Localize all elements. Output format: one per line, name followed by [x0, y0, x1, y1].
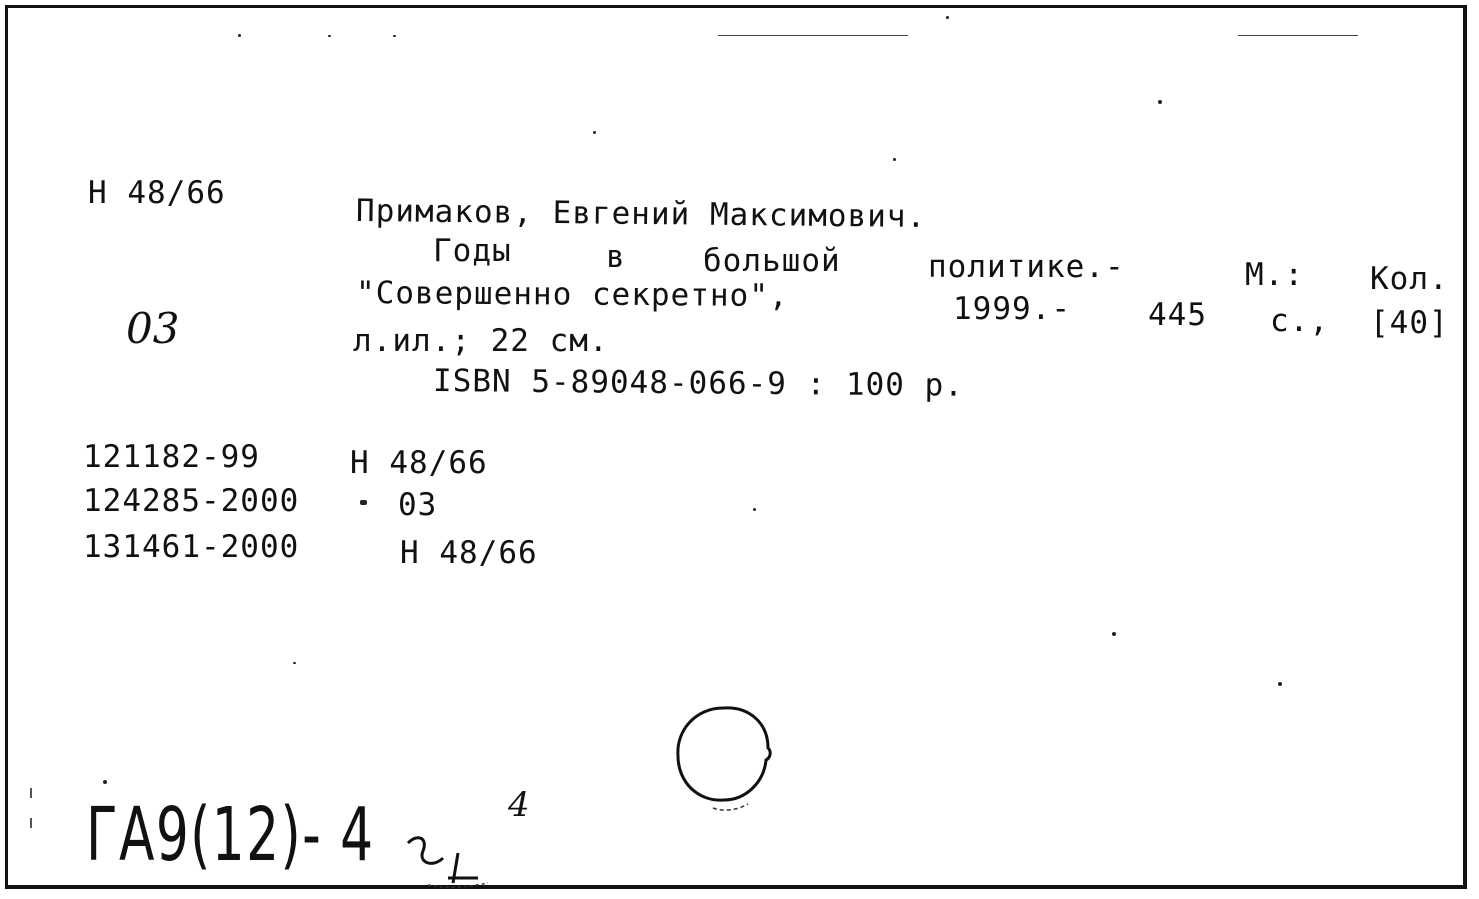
- speck: [238, 34, 241, 37]
- speck: [1158, 100, 1162, 104]
- title-word: политике.-: [928, 249, 1125, 285]
- plates-text: [40]: [1370, 305, 1449, 341]
- speck: [1112, 632, 1116, 636]
- pages-unit-text: с.,: [1270, 303, 1329, 339]
- physical-description: л.ил.; 22 см.: [353, 323, 609, 359]
- bullet-mark: [360, 500, 367, 505]
- title-word: Годы: [433, 233, 512, 269]
- speck: [593, 131, 596, 134]
- edge-mark: [30, 788, 32, 798]
- pages-text: 445: [1148, 297, 1207, 333]
- holding-number: 124285-2000: [83, 483, 300, 519]
- speck: [393, 35, 396, 37]
- speck: [328, 35, 331, 37]
- isbn-line: ISBN 5-89048-066-9 : 100 р.: [432, 363, 965, 404]
- holding-number: 121182-99: [83, 439, 260, 475]
- title-word: большой: [703, 243, 841, 279]
- speck: [946, 16, 949, 19]
- handwritten-superscript: 4: [508, 785, 530, 825]
- speck: [753, 508, 756, 511]
- year-text: 1999.-: [953, 291, 1071, 327]
- top-border-mark: [1238, 35, 1358, 36]
- handwritten-classification: ГА9(12)- 4: [86, 792, 375, 878]
- handwritten-scribble: [388, 823, 498, 893]
- title-word: М.:: [1245, 257, 1304, 293]
- speck: [1278, 682, 1282, 686]
- holding-location: Н 48/66: [400, 535, 538, 571]
- edge-mark: [30, 818, 32, 828]
- holding-number: 131461-2000: [83, 529, 300, 565]
- title-word: в: [606, 239, 626, 275]
- holding-location: 03: [398, 487, 438, 523]
- shelfmark: Н 48/66: [88, 175, 226, 211]
- holding-location: Н 48/66: [350, 445, 488, 481]
- author-heading: Примаков, Евгений Максимович.: [355, 193, 927, 235]
- speck: [893, 158, 896, 161]
- catalog-card: [5, 5, 1467, 889]
- hand-drawn-circle: [668, 700, 783, 815]
- publisher-text: "Совершенно секретно",: [355, 275, 789, 315]
- speck: [103, 780, 107, 784]
- title-word: Кол.: [1370, 261, 1449, 297]
- speck: [293, 662, 296, 664]
- handwritten-location-mark: 03: [126, 304, 180, 353]
- top-border-mark: [718, 35, 908, 36]
